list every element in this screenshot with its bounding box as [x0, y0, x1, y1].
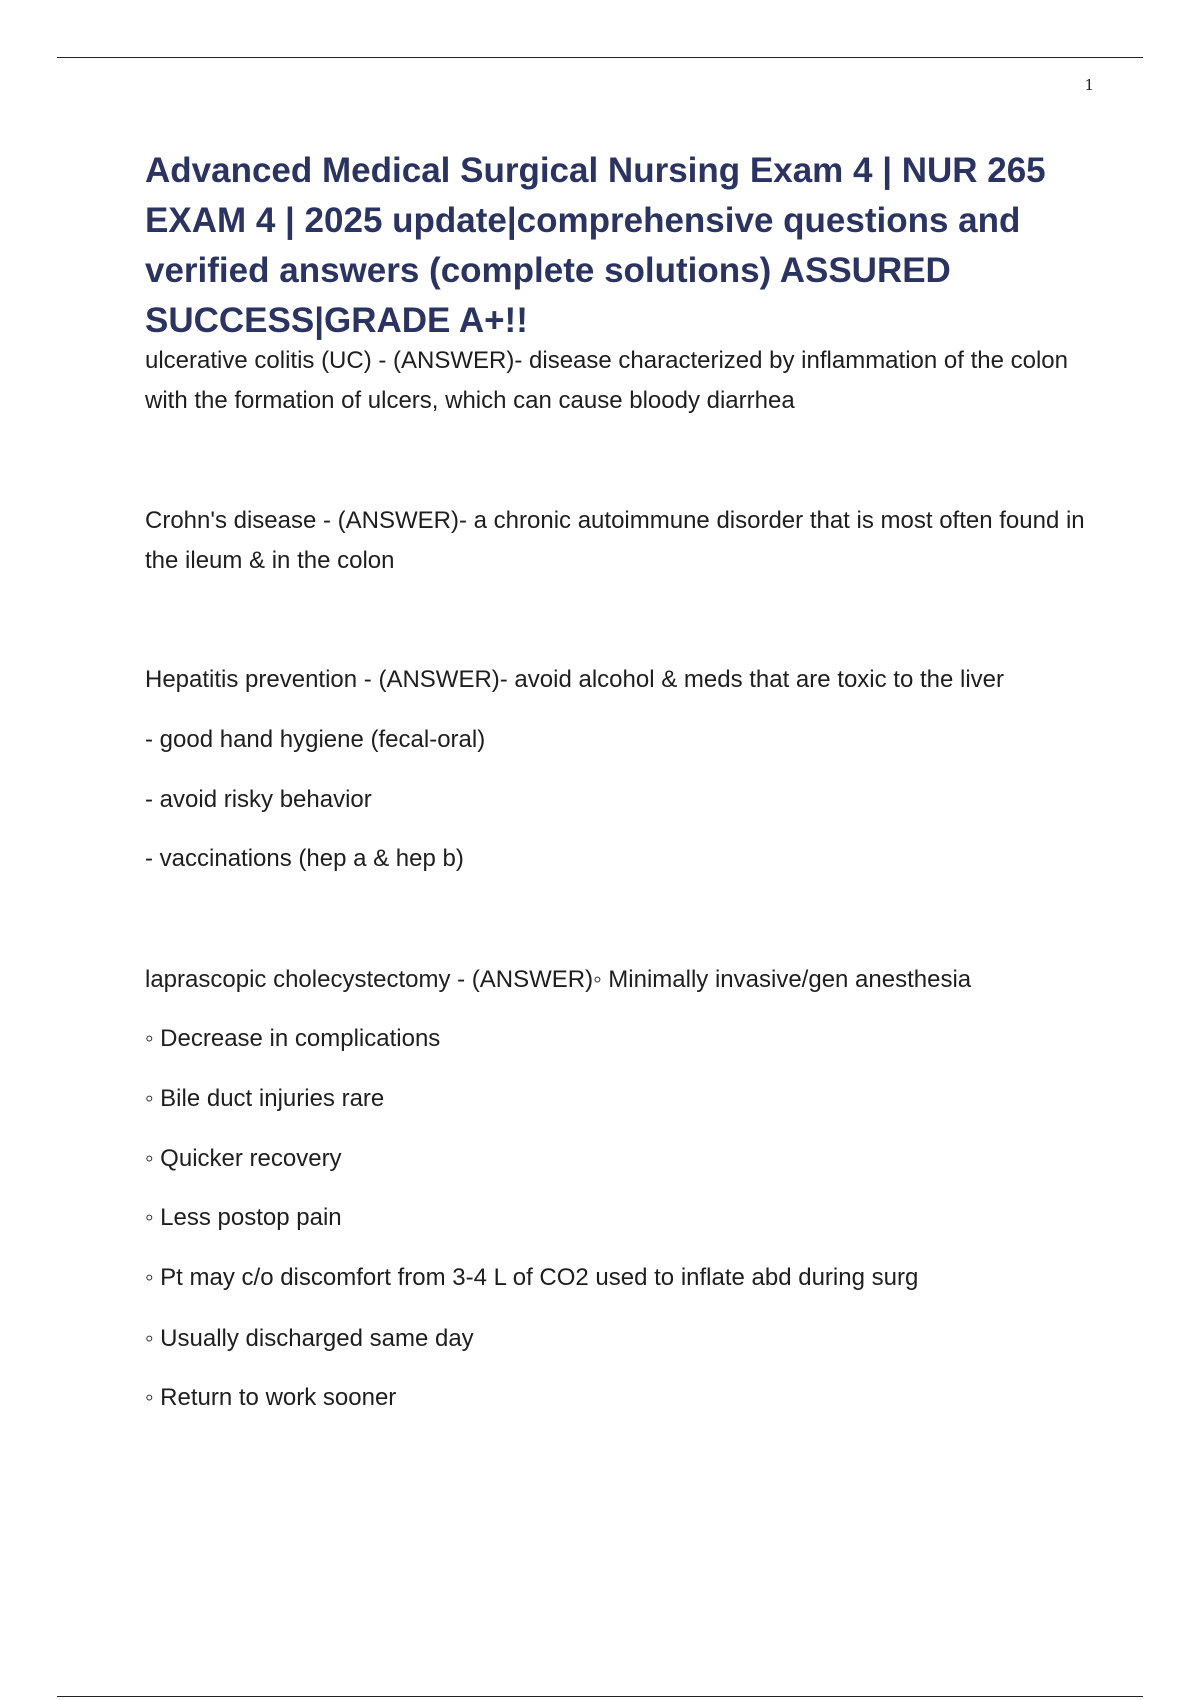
- list-item: - good hand hygiene (fecal-oral): [145, 726, 486, 753]
- page-number: 1: [1084, 76, 1094, 94]
- list-item: ◦ Pt may c/o discomfort from 3-4 L of CO2 used to inflate abd during surg: [145, 1264, 919, 1291]
- document-title: Advanced Medical Surgical Nursing Exam 4 | NUR 265 EXAM 4 | 2025 update|comprehensive questions and verified answers (complete solutions) ASSURED SUCCESS|GRADE A+!!: [145, 151, 1046, 340]
- list-item: - vaccinations (hep a & hep b): [145, 845, 464, 872]
- entry-laprascopic-cholecystectomy: laprascopic cholecystectomy - (ANSWER)◦ Minimally invasive/gen anesthesia: [145, 966, 972, 993]
- entry-crohns-disease: Crohn's disease - (ANSWER)- a chronic autoimmune disorder that is most often found in the ileum & in the colon: [145, 507, 1085, 574]
- list-item: ◦ Bile duct injuries rare: [145, 1085, 385, 1112]
- footer-rule: [57, 1696, 1143, 1697]
- list-item: ◦ Decrease in complications: [145, 1025, 441, 1052]
- list-item: ◦ Usually discharged same day: [145, 1325, 474, 1352]
- list-item: ◦ Less postop pain: [145, 1204, 342, 1231]
- header-rule: [57, 57, 1143, 58]
- list-item: ◦ Return to work sooner: [145, 1384, 397, 1411]
- list-item: ◦ Quicker recovery: [145, 1145, 342, 1172]
- list-item: - avoid risky behavior: [145, 786, 372, 813]
- entry-hepatitis-prevention: Hepatitis prevention - (ANSWER)- avoid alcohol & meds that are toxic to the liver: [145, 666, 1005, 693]
- entry-ulcerative-colitis: ulcerative colitis (UC) - (ANSWER)- disease characterized by inflammation of the colon with the formation of ulcers, which can cause bloody diarrhea: [145, 347, 1068, 414]
